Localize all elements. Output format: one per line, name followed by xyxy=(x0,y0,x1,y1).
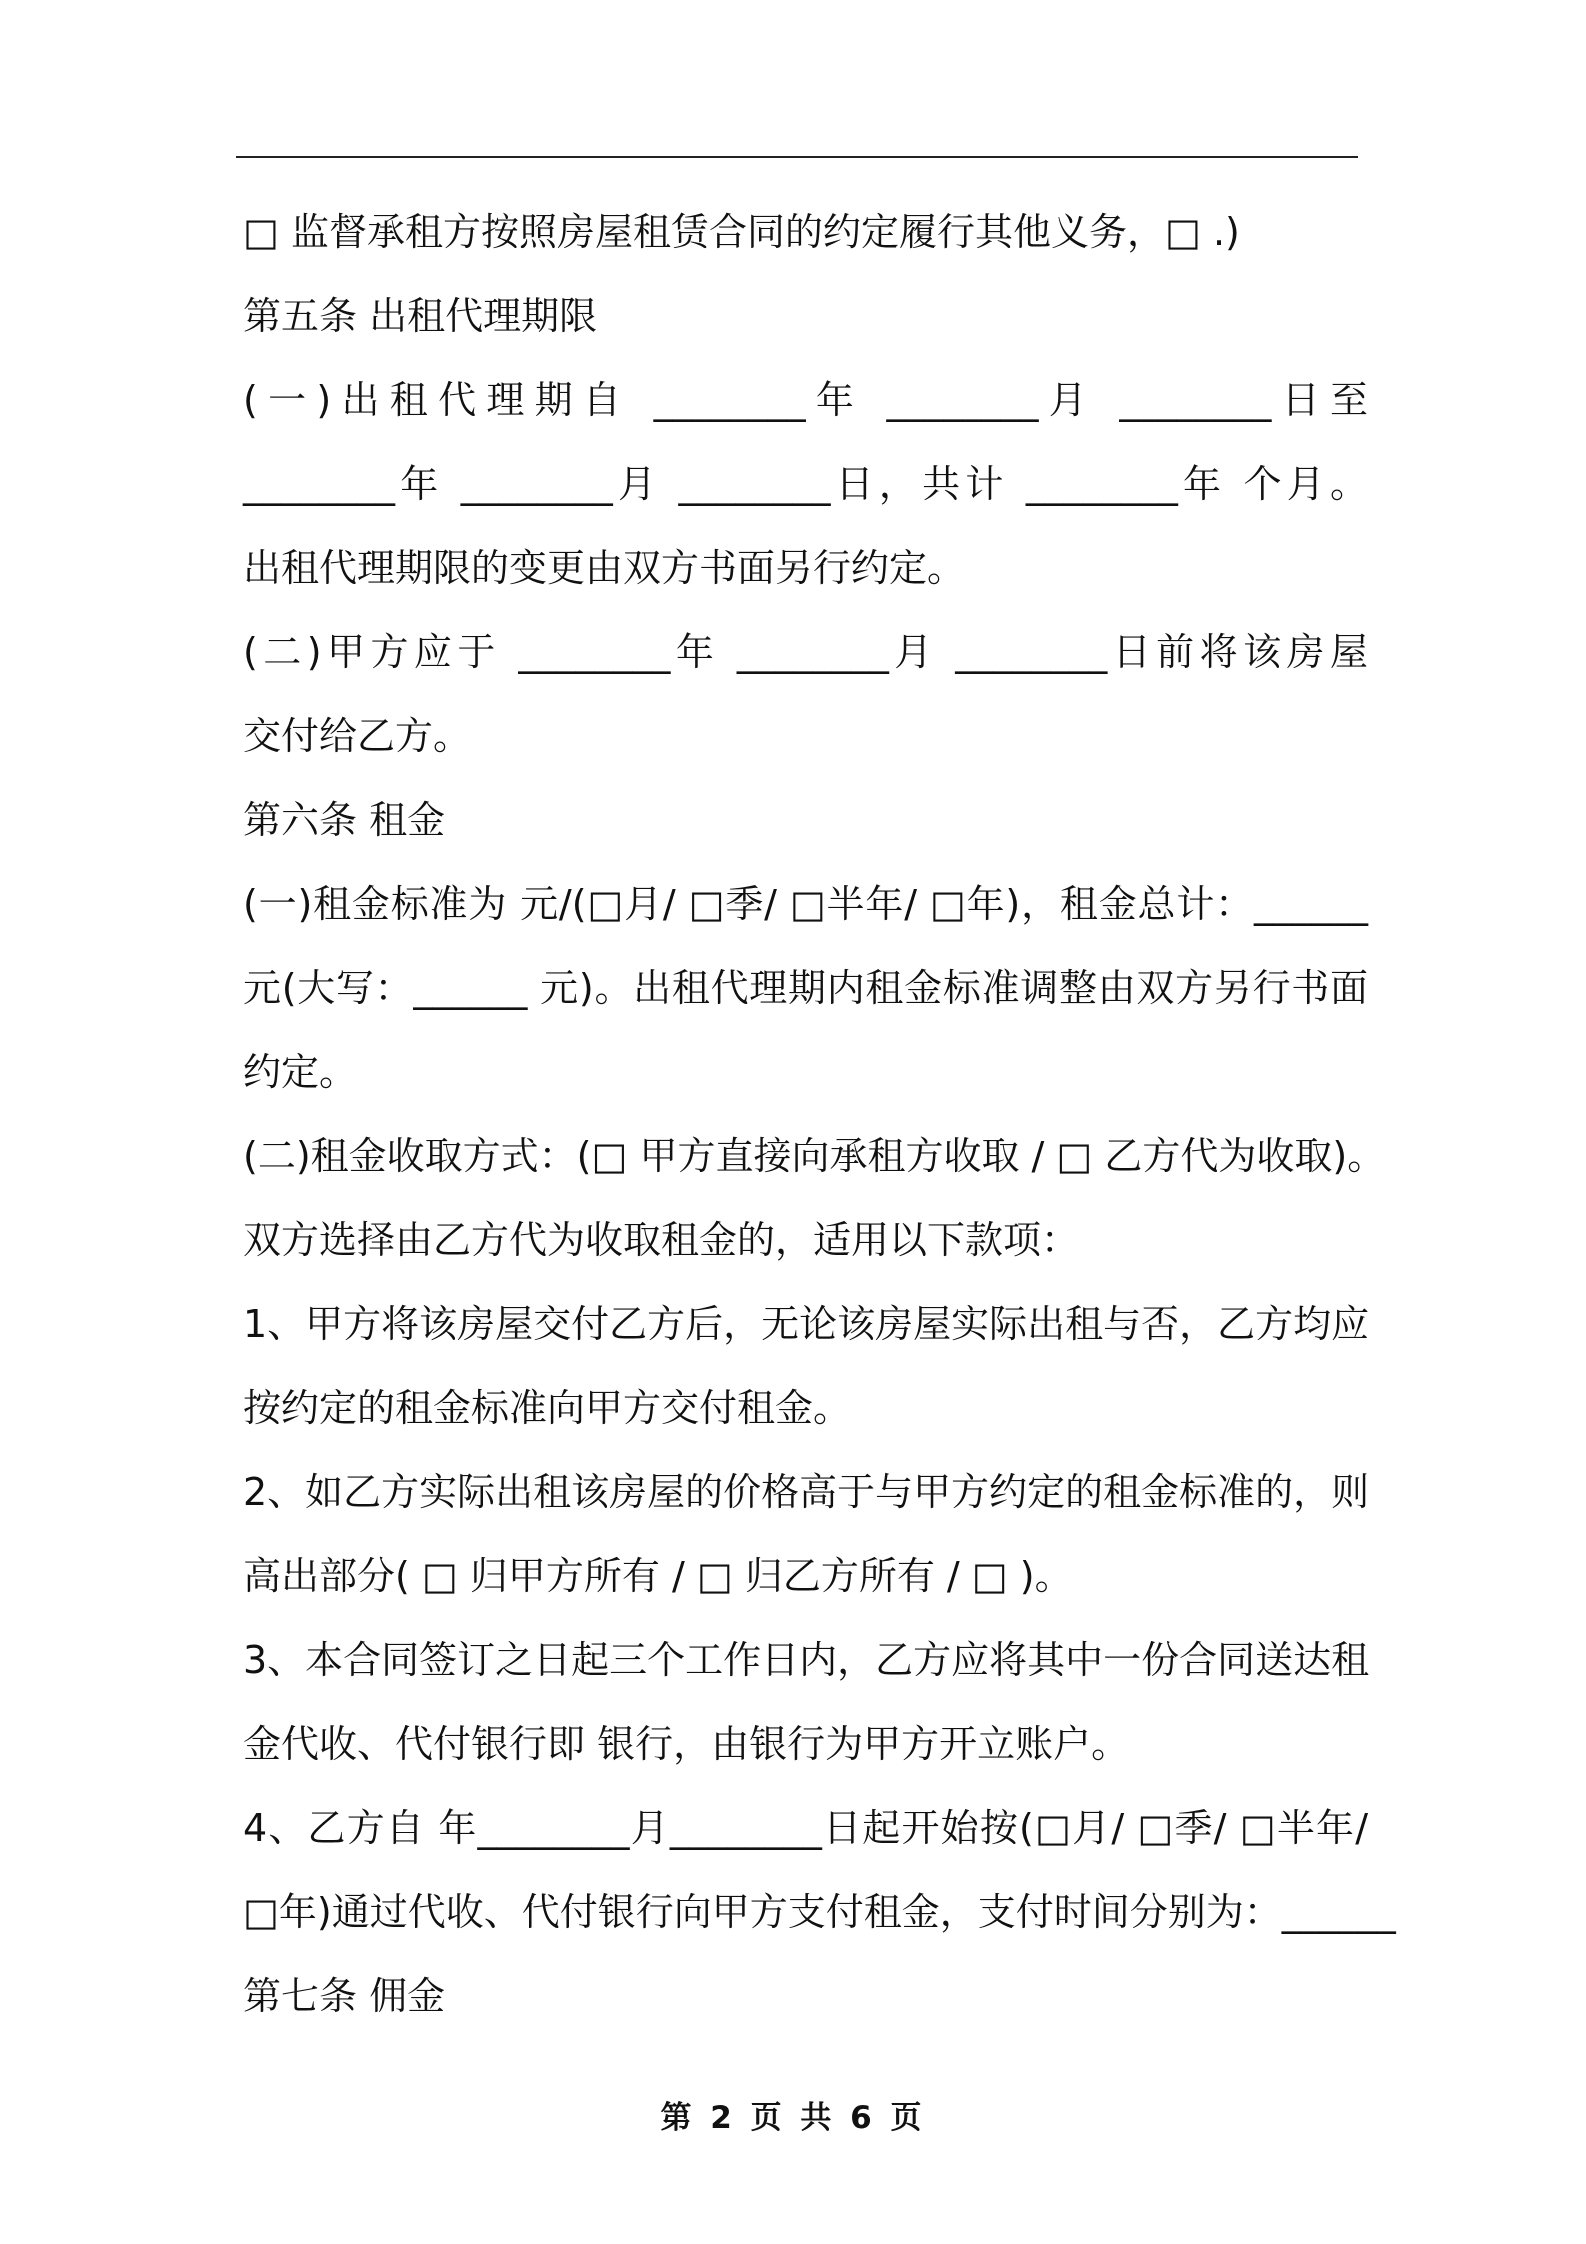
text-line: 元(大写：______ 元)。出租代理期内租金标准调整由双方另行书面 xyxy=(243,966,1368,1010)
text-line: 4、乙方自 年________月________日起开始按(□月/ □季/ □半年/ xyxy=(243,1806,1368,1850)
text-line: 金代收、代付银行即 银行，由银行为甲方开立账户。 xyxy=(243,1722,1130,1766)
text-line: 1、甲方将该房屋交付乙方后，无论该房屋实际出租与否，乙方均应 xyxy=(243,1302,1370,1346)
text-line: (二)甲方应于 ________年 ________月 ________日前将该房屋 xyxy=(243,630,1368,674)
text-line: 3、本合同签订之日起三个工作日内，乙方应将其中一份合同送达租 xyxy=(243,1638,1370,1682)
text-line: 出租代理期限的变更由双方书面另行约定。 xyxy=(243,546,966,590)
text-line: □年)通过代收、代付银行向甲方支付租金，支付时间分别为：______ xyxy=(243,1890,1396,1934)
text-line: 2、如乙方实际出租该房屋的价格高于与甲方约定的租金标准的，则 xyxy=(243,1470,1370,1514)
text-line: (一)租金标准为 元/(□月/ □季/ □半年/ □年)，租金总计：______ xyxy=(243,882,1368,926)
text-line: (二)租金收取方式：(□ 甲方直接向承租方收取 / □ 乙方代为收取)。 xyxy=(243,1134,1386,1178)
section-heading-7: 第七条 佣金 xyxy=(243,1974,446,2018)
section-heading-6: 第六条 租金 xyxy=(243,798,446,842)
text-line: 按约定的租金标准向甲方交付租金。 xyxy=(243,1386,852,1430)
text-line: □ 监督承租方按照房屋租赁合同的约定履行其他义务，□ .) xyxy=(243,210,1240,254)
text-line: (一)出租代理期自 ________年 ________月 ________日至 xyxy=(243,378,1368,422)
text-line: 约定。 xyxy=(243,1050,358,1094)
text-line: 交付给乙方。 xyxy=(243,714,472,758)
page-number: 第 2 页 共 6 页 xyxy=(660,2100,926,2136)
text-line: ________年 ________月 ________日，共计 ________年 个月。 xyxy=(243,462,1368,506)
section-heading-5: 第五条 出租代理期限 xyxy=(243,294,598,338)
header-rule xyxy=(236,156,1358,158)
document-body xyxy=(243,190,1396,2038)
text-line: 高出部分( □ 归甲方所有 / □ 归乙方所有 / □ )。 xyxy=(243,1554,1073,1598)
text-line: 双方选择由乙方代为收取租金的，适用以下款项： xyxy=(243,1218,1080,1262)
